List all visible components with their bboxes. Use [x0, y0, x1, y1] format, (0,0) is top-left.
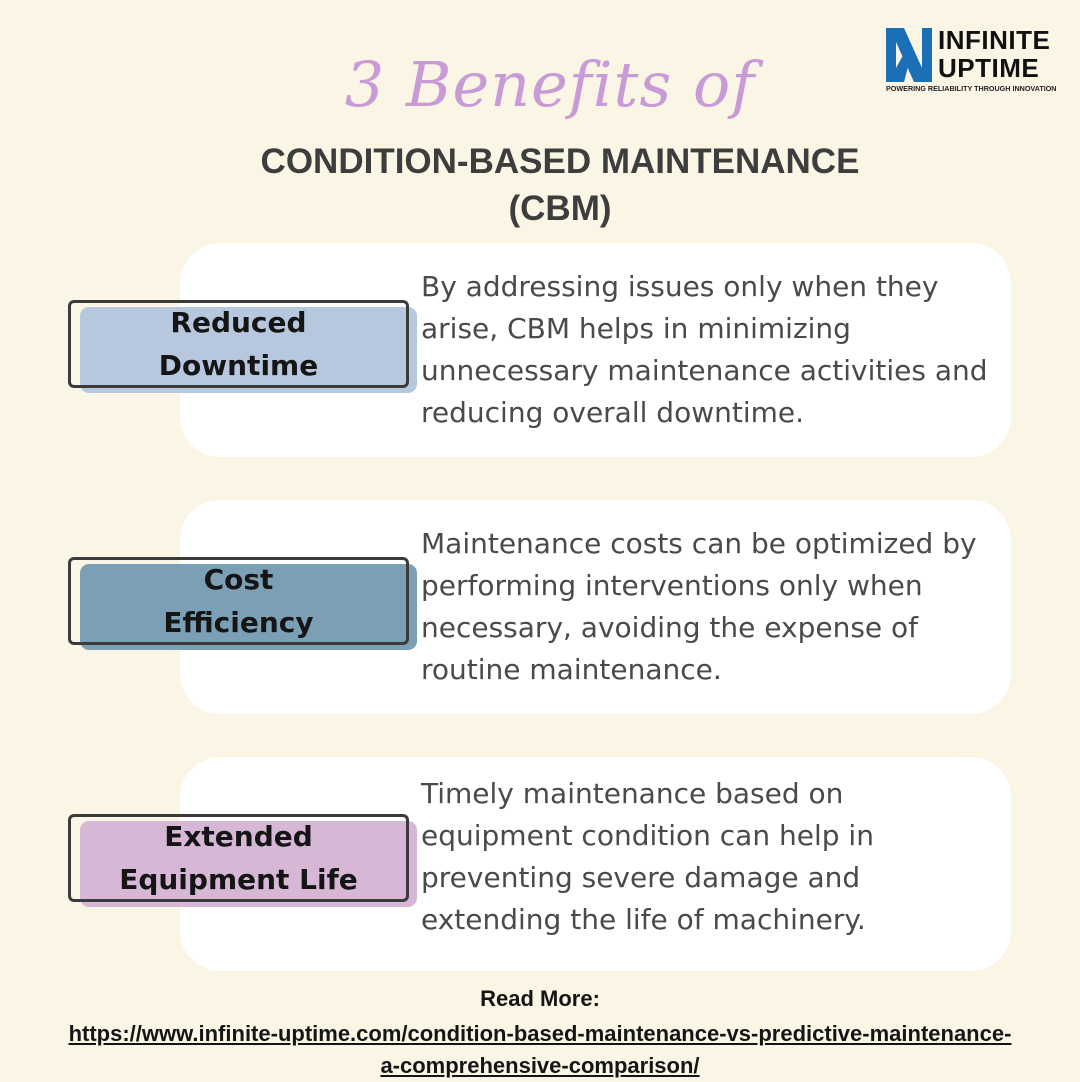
benefit-label [68, 814, 409, 902]
article-link[interactable]: https://www.infinite-uptime.com/condition-based-maintenance-vs-predictive-maintenance-a-comprehensive-comparison/ [68, 1021, 1012, 1078]
logo-word-uptime: UPTIME [938, 53, 1040, 83]
infinite-uptime-logo [884, 26, 1064, 96]
headline-subtitle [150, 138, 970, 232]
benefit-label-text: Reduced Downtime [158, 306, 319, 382]
benefit-description: Timely maintenance based on equipment condition can help in preventing severe damage and extending the life of machinery. [421, 777, 874, 936]
benefit-description: By addressing issues only when they arise, CBM helps in minimizing unnecessary maintenance activities and reducing overall downtime. [421, 270, 988, 429]
subtitle-text: CONDITION-BASED MAINTENANCE (CBM) [260, 142, 860, 228]
logo-tagline: POWERING RELIABILITY THROUGH INNOVATION [886, 84, 1057, 93]
infinite-uptime-logo-icon [886, 28, 932, 82]
benefit-description: Maintenance costs can be optimized by performing interventions only when necessary, avoiding the expense of routine maintenance. [421, 527, 977, 686]
read-more-label: Read More: [480, 986, 600, 1011]
benefit-label [68, 557, 409, 645]
headline-title: 3 Benefits of [344, 48, 756, 121]
benefit-label [68, 300, 409, 388]
logo-word-infinite: INFINITE [938, 25, 1051, 55]
benefit-label-text: Extended Equipment Life [119, 820, 358, 896]
benefit-label-text: Cost Efficiency [163, 563, 314, 639]
